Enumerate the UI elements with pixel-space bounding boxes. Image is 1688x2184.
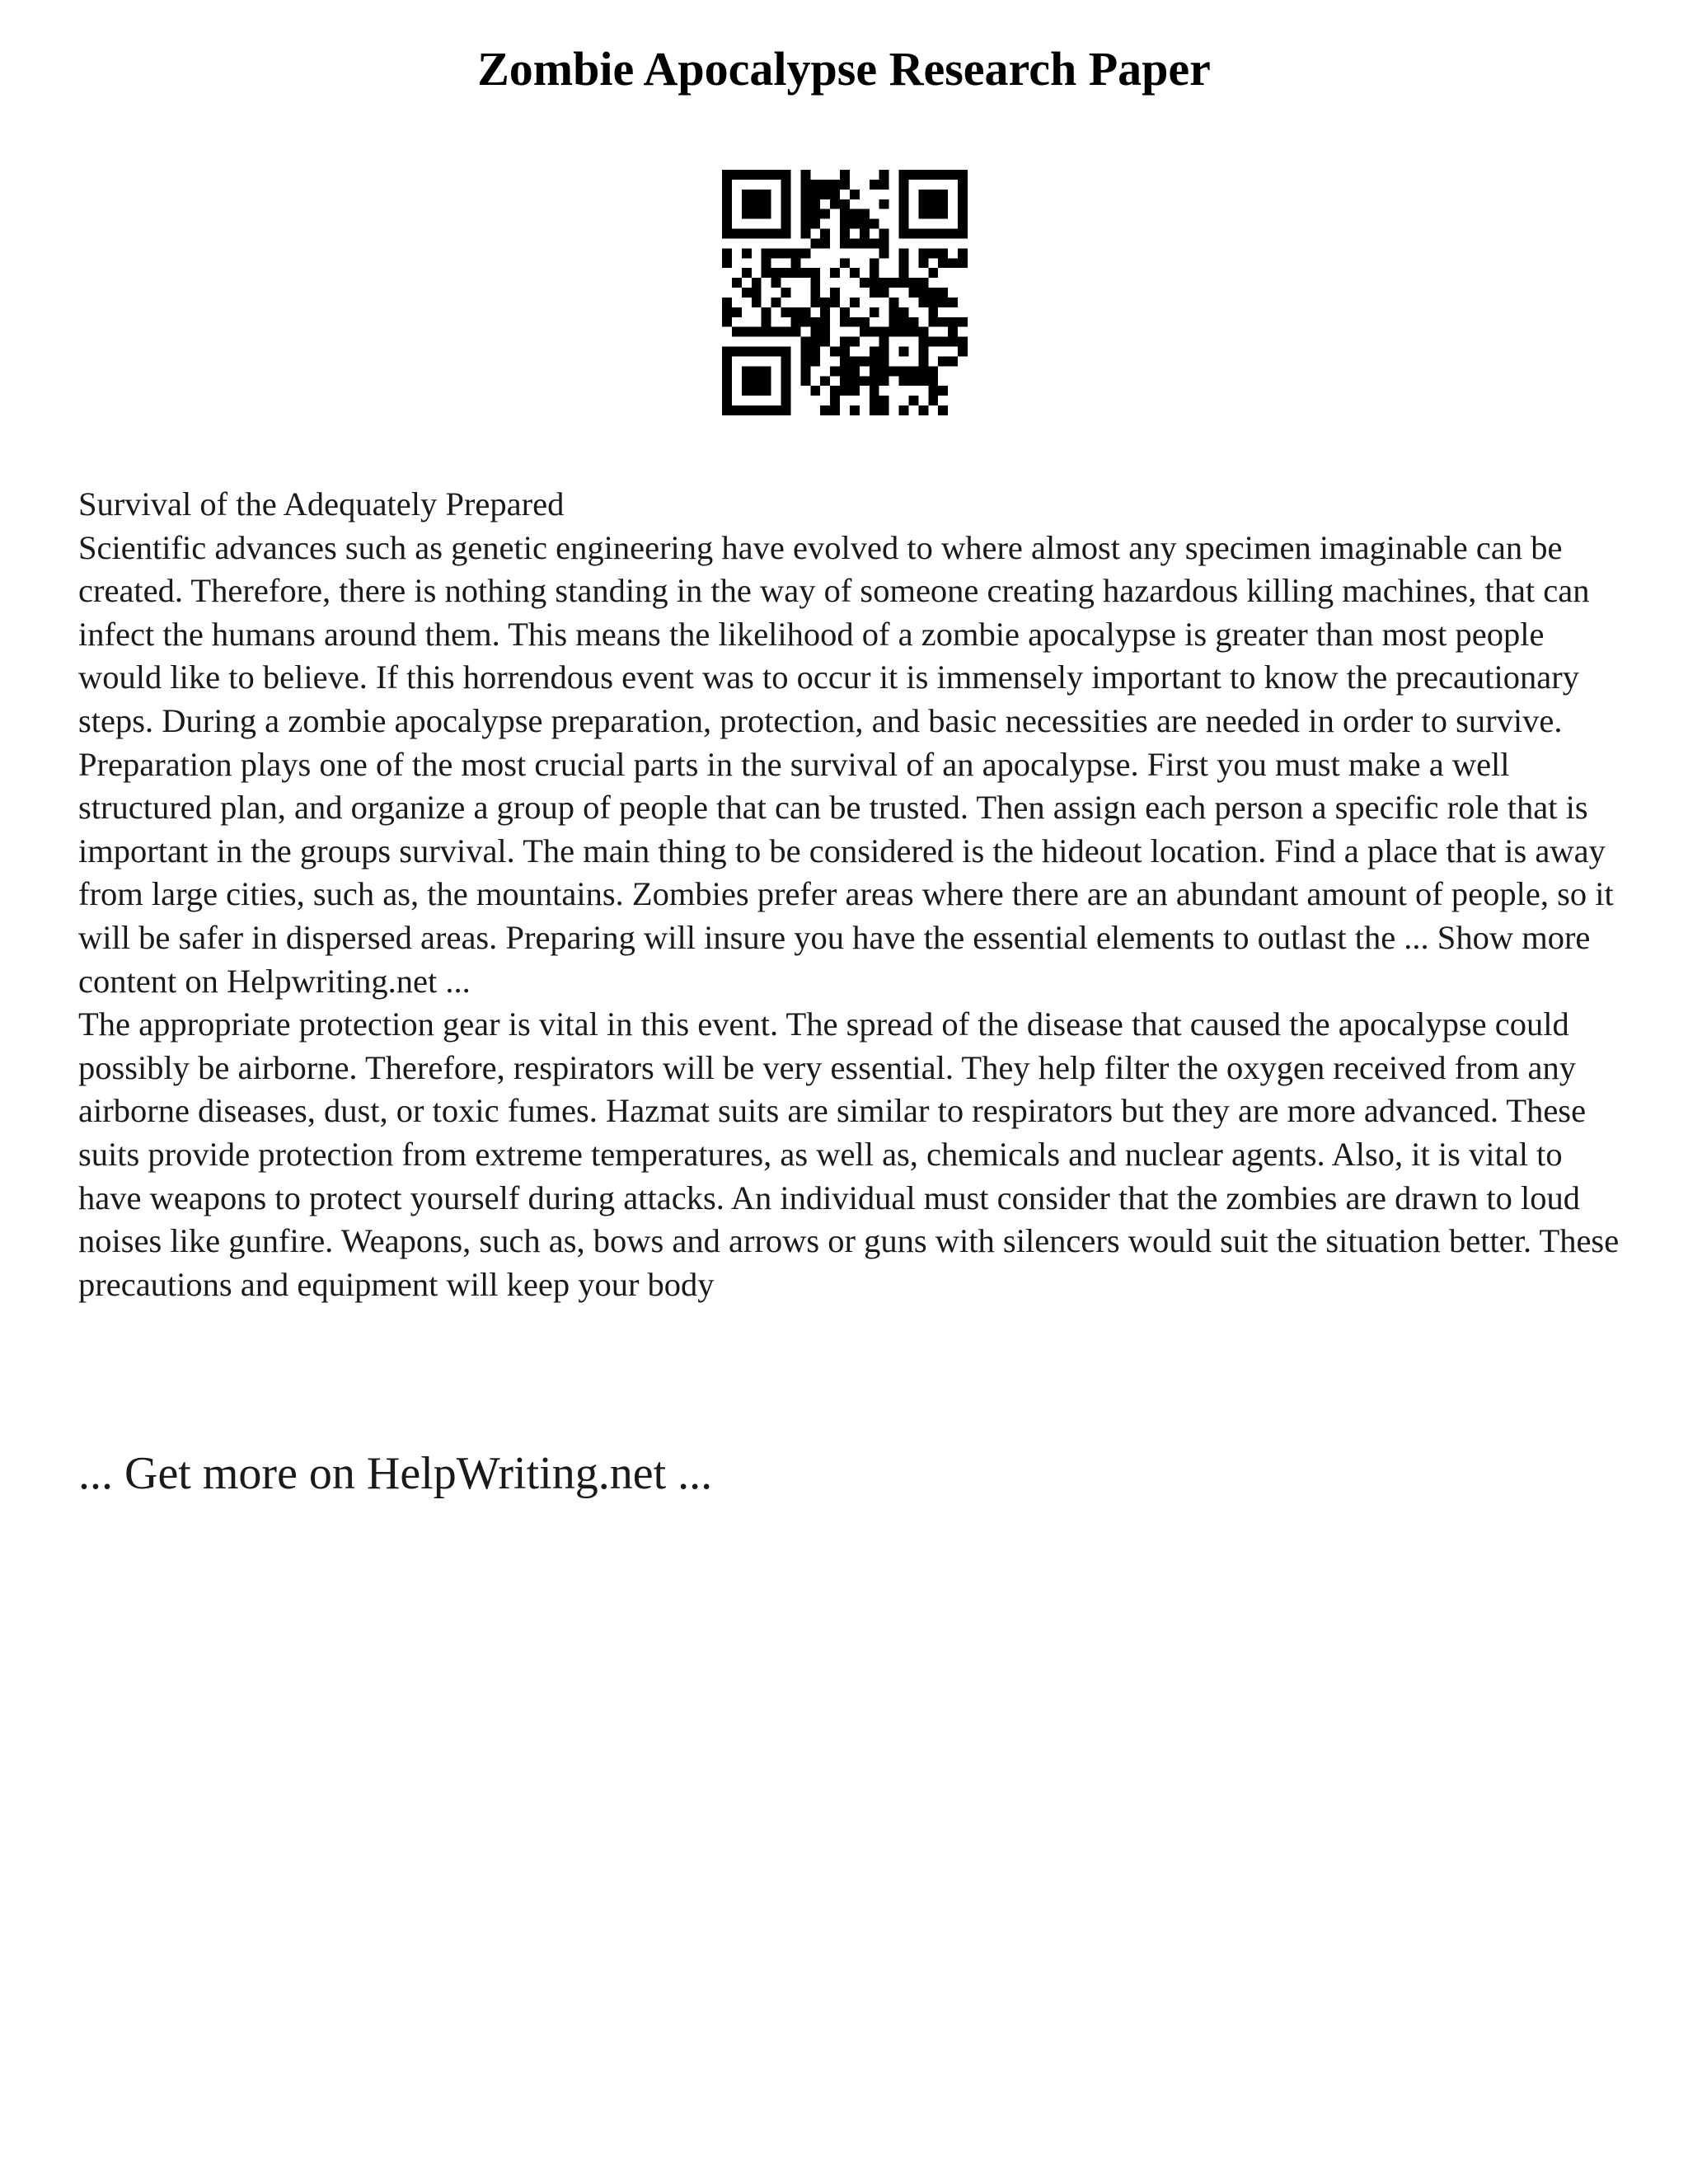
article-subtitle: Survival of the Adequately Prepared [78, 485, 565, 523]
page-title: Zombie Apocalypse Research Paper [477, 42, 1211, 96]
get-more-link[interactable]: ... Get more on HelpWriting.net ... [78, 1448, 713, 1499]
qr-code-icon [722, 170, 968, 415]
article-body [78, 483, 1628, 1306]
article-paragraph: The appropriate protection gear is vital in this event. The spread of the disease that caused the apocalypse could possibly be airborne. Therefore, respirators will be very essential. They help filter the oxygen received from any airborne diseases, dust, or toxic fumes. Hazmat suits are similar to respirators but they are more advanced. These suits provide protection from extreme temperatures, as well as, chemicals and nuclear agents. Also, it is vital to have weapons to protect yourself during attacks. An individual must consider that the zombies are drawn to loud noises like gunfire. Weapons, such as, bows and arrows or guns with silencers would suit the situation better. These precautions and equipment will keep your body [78, 1005, 1620, 1303]
article-paragraph: Scientific advances such as genetic engineering have evolved to where almost any specimen imaginable can be created. Therefore, there is nothing standing in the way of someone creating hazardous killing machines, that can infect the humans around them. This means the likelihood of a zombie apocalypse is greater than most people would like to believe. If this horrendous event was to occur it is immensely important to know the precautionary steps. During a zombie apocalypse preparation, protection, and basic necessities are needed in order to survive. Preparation plays one of the most crucial parts in the survival of an apocalypse. First you must make a well structured plan, and organize a group of people that can be trusted. Then assign each person a specific role that is important in the groups survival. The main thing to be considered is the hideout location. Find a place that is away from large cities, such as, the mountains. Zombies prefer areas where there are an abundant amount of people, so it will be safer in dispersed areas. Preparing will insure you have the essential elements to outlast the ... Show more content on Helpwriting.net ... [78, 528, 1614, 1000]
